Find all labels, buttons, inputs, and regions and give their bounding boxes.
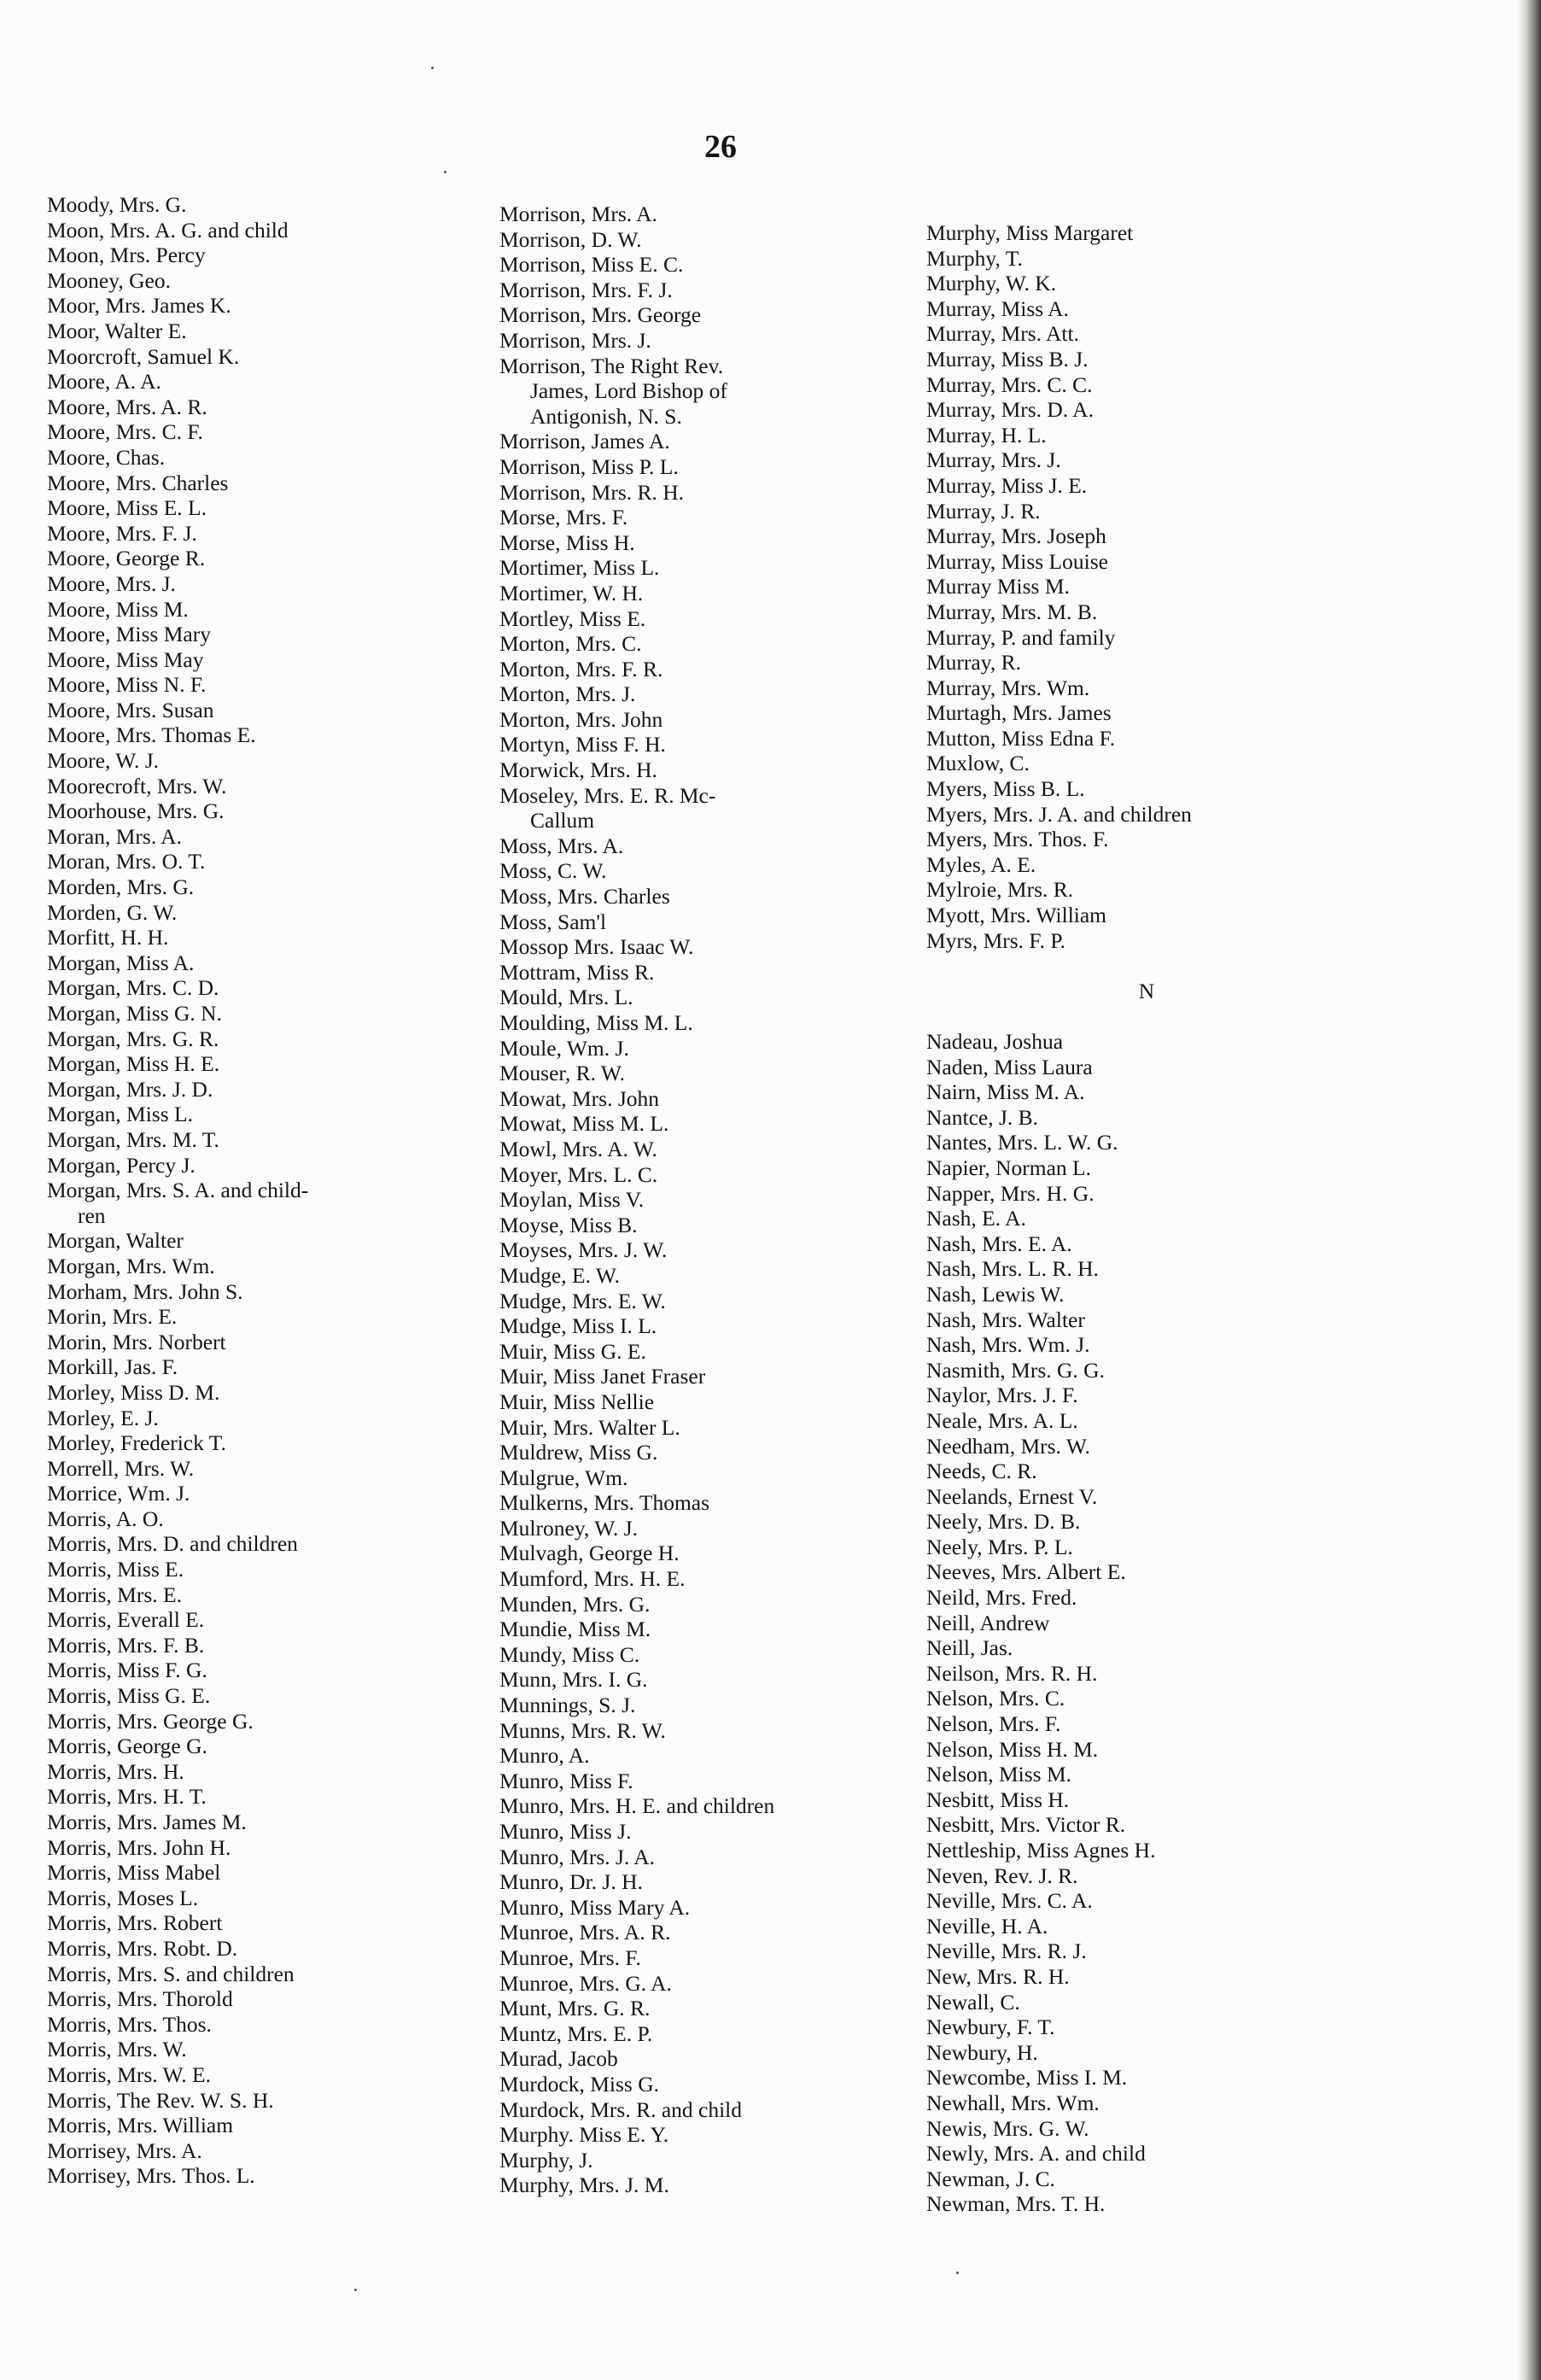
directory-entry: Mutton, Miss Edna F. xyxy=(926,725,1116,751)
directory-entry: Neely, Mrs. P. L. xyxy=(926,1534,1073,1559)
directory-entry: Neill, Jas. xyxy=(926,1635,1013,1661)
directory-entry: Neely, Mrs. D. B. xyxy=(926,1509,1081,1535)
directory-entry: Moorecroft, Mrs. W. xyxy=(47,773,227,798)
directory-entry: Neilson, Mrs. R. H. xyxy=(926,1660,1098,1686)
directory-entry: Naden, Miss Laura xyxy=(926,1054,1093,1079)
directory-entry: Newis, Mrs. G. W. xyxy=(926,2115,1089,2141)
directory-entry: Morley, E. J. xyxy=(47,1405,159,1430)
directory-entry: Munroe, Mrs. F. xyxy=(499,1944,641,1970)
directory-entry: Mowl, Mrs. A. W. xyxy=(499,1136,657,1161)
directory-entry: Morrison, D. W. xyxy=(499,226,642,252)
directory-entry: Murray, Miss J. E. xyxy=(926,472,1088,498)
directory-entry: Moore, Mrs. J. xyxy=(47,570,176,596)
section-letter-heading: N xyxy=(1138,978,1155,1003)
directory-entry: Morrison, The Right Rev. xyxy=(499,353,724,378)
directory-entry: Morgan, Miss L. xyxy=(47,1102,193,1127)
directory-entry: Morris, Miss E. xyxy=(47,1557,184,1582)
directory-entry: Neale, Mrs. A. L. xyxy=(926,1407,1078,1433)
directory-entry: Moran, Mrs. O. T. xyxy=(47,849,206,874)
directory-entry: Morris, Mrs. E. xyxy=(47,1582,182,1607)
directory-entry: Morrison, Mrs. R. H. xyxy=(499,479,685,505)
directory-entry: Munn, Mrs. I. G. xyxy=(499,1667,648,1693)
directory-entry: Moon, Mrs. A. G. and child xyxy=(47,217,289,243)
directory-entry: Newall, C. xyxy=(926,1989,1020,2015)
directory-entry: James, Lord Bishop of xyxy=(530,378,727,404)
directory-entry: Morgan, Mrs. Wm. xyxy=(47,1253,215,1278)
directory-entry: Morris, Mrs. H. T. xyxy=(47,1784,207,1810)
directory-entry: Nasmith, Mrs. G. G. xyxy=(926,1357,1105,1383)
directory-entry: Nesbitt, Miss H. xyxy=(926,1786,1070,1812)
directory-entry: Morse, Mrs. F. xyxy=(499,505,628,530)
directory-entry: Morris, Mrs. W. xyxy=(47,2037,187,2062)
directory-entry: Murray, Mrs. C. C. xyxy=(926,371,1093,397)
directory-entry: Moor, Mrs. James K. xyxy=(47,293,231,319)
directory-entry: Morley, Frederick T. xyxy=(47,1430,226,1456)
directory-entry: Morton, Mrs. C. xyxy=(499,631,642,657)
directory-entry: Myott, Mrs. William xyxy=(926,903,1107,928)
directory-entry: Morris, The Rev. W. S. H. xyxy=(47,2087,274,2113)
directory-entry: Morris, Mrs. Thos. xyxy=(47,2011,212,2037)
directory-entry: Newman, J. C. xyxy=(926,2166,1055,2191)
directory-entry: Munroe, Mrs. A. R. xyxy=(499,1920,671,1945)
directory-entry xyxy=(926,1003,1192,1029)
directory-entry: Neeves, Mrs. Albert E. xyxy=(926,1559,1126,1585)
directory-entry: Moule, Wm. J. xyxy=(499,1035,629,1061)
directory-entry: Nesbitt, Mrs. Victor R. xyxy=(926,1812,1126,1838)
directory-entry: Napper, Mrs. H. G. xyxy=(926,1180,1094,1206)
directory-entry: Morgan, Mrs. S. A. and child- xyxy=(47,1178,309,1203)
directory-entry: Morgan, Miss H. E. xyxy=(47,1051,220,1077)
directory-entry: Myrs, Mrs. F. P. xyxy=(926,927,1066,953)
directory-entry: Mortimer, Miss L. xyxy=(499,555,660,581)
directory-entry: Newcombe, Miss I. M. xyxy=(926,2065,1128,2091)
directory-entry: Murray, Miss Louise xyxy=(926,548,1108,574)
directory-entry: Neville, H. A. xyxy=(926,1913,1048,1939)
directory-entry: Moss, Sam'l xyxy=(499,909,607,934)
directory-entry: Morris, Mrs. George G. xyxy=(47,1708,254,1734)
directory-entry: Morris, A. O. xyxy=(47,1506,164,1531)
directory-entry: Morden, Mrs. G. xyxy=(47,874,195,900)
scan-speck xyxy=(444,171,447,173)
directory-entry: Morris, Miss Mabel xyxy=(47,1860,221,1886)
directory-entry: Murphy, J. xyxy=(499,2147,593,2172)
directory-entry: Moore, Chas. xyxy=(47,444,166,470)
directory-entry: Moyse, Miss B. xyxy=(499,1212,638,1237)
directory-entry: Muxlow, C. xyxy=(926,751,1030,776)
directory-entry: Moon, Mrs. Percy xyxy=(47,243,206,268)
directory-entry: Moore, W. J. xyxy=(47,748,160,774)
directory-entry: Moore, Miss E. L. xyxy=(47,495,207,521)
directory-entry: Munro, Miss Mary A. xyxy=(499,1894,691,1920)
directory-entry: Moylan, Miss V. xyxy=(499,1187,645,1213)
directory-entry: Morley, Miss D. M. xyxy=(47,1379,220,1405)
directory-entry: Moore, Mrs. C. F. xyxy=(47,419,203,445)
directory-entry: Morris, Miss G. E. xyxy=(47,1683,211,1709)
directory-entry: Murphy, T. xyxy=(926,245,1023,271)
scan-speck xyxy=(431,67,434,69)
directory-entry: Newhall, Mrs. Wm. xyxy=(926,2090,1100,2115)
directory-entry: Nettleship, Miss Agnes H. xyxy=(926,1838,1156,1862)
directory-entry: Murray, Mrs. M. B. xyxy=(926,599,1098,624)
directory-entry: Mundy, Miss C. xyxy=(499,1641,640,1667)
directory-entry: Morgan, Miss A. xyxy=(47,950,195,975)
directory-entry: Moseley, Mrs. E. R. Mc- xyxy=(499,782,716,808)
directory-entry: Murray, Mrs. D. A. xyxy=(926,397,1094,423)
directory-entry: Morin, Mrs. E. xyxy=(47,1304,178,1330)
directory-entry: Nairn, Miss M. A. xyxy=(926,1079,1085,1105)
directory-entry: Needs, C. R. xyxy=(926,1459,1037,1484)
directory-entry: Muir, Mrs. Walter L. xyxy=(499,1414,680,1440)
directory-entry: Nash, Mrs. E. A. xyxy=(926,1231,1072,1256)
directory-entry: Myers, Mrs. J. A. and children xyxy=(926,801,1192,827)
directory-entry: Morse, Miss H. xyxy=(499,529,635,555)
directory-entry: Myers, Miss B. L. xyxy=(926,776,1085,802)
directory-entry: Muir, Miss G. E. xyxy=(499,1338,646,1364)
directory-entry: Newly, Mrs. A. and child xyxy=(926,2141,1146,2167)
page-number: 26 xyxy=(704,129,737,165)
directory-entry: Morgan, Mrs. M. T. xyxy=(47,1126,219,1152)
directory-entry: Needham, Mrs. W. xyxy=(926,1433,1090,1459)
directory-entry: Morris, Mrs. S. and children xyxy=(47,1961,295,1986)
directory-entry: Morrisey, Mrs. A. xyxy=(47,2137,202,2163)
directory-entry: Morrison, Mrs. George xyxy=(499,302,702,328)
directory-entry: Morton, Mrs. J. xyxy=(499,681,636,707)
directory-entry: Murphy, Miss Margaret xyxy=(926,220,1134,245)
directory-entry: Nelson, Miss M. xyxy=(926,1762,1072,1787)
directory-entry: Myles, A. E. xyxy=(926,851,1036,877)
directory-entry: Moss, C. W. xyxy=(499,858,607,884)
directory-entry: Morham, Mrs. John S. xyxy=(47,1278,243,1304)
directory-entry: Murtagh, Mrs. James xyxy=(926,700,1112,726)
directory-entry: Moore, Miss Mary xyxy=(47,622,211,647)
directory-entry: Moor, Walter E. xyxy=(47,318,187,343)
directory-entry: Munro, Mrs. J. A. xyxy=(499,1844,656,1869)
directory-entry: Morgan, Mrs. C. D. xyxy=(47,975,219,1001)
directory-entry: Morris, Mrs. D. and children xyxy=(47,1531,298,1557)
directory-entry: Newman, Mrs. T. H. xyxy=(926,2191,1106,2217)
directory-entry: Moran, Mrs. A. xyxy=(47,823,182,849)
directory-entry: Munns, Mrs. R. W. xyxy=(499,1717,666,1743)
directory-entry: Murray, Miss B. J. xyxy=(926,346,1089,371)
directory-entry: Moore, Mrs. Susan xyxy=(47,697,214,722)
directory-entry: Neelands, Ernest V. xyxy=(926,1483,1098,1509)
directory-entry: Moss, Mrs. Charles xyxy=(499,884,670,909)
directory-entry: Munt, Mrs. G. R. xyxy=(499,1996,651,2021)
directory-entry: Morrisey, Mrs. Thos. L. xyxy=(47,2163,255,2189)
directory-entry: Moore, Miss May xyxy=(47,646,204,672)
directory-entry: Morfitt, H. H. xyxy=(47,925,169,950)
directory-entry: Morris, Miss F. G. xyxy=(47,1658,207,1683)
directory-entry: Neill, Andrew xyxy=(926,1610,1050,1635)
directory-entry: Munroe, Mrs. G. A. xyxy=(499,1970,672,1996)
directory-entry: Nash, E. A. xyxy=(926,1206,1026,1231)
directory-entry: Mossop Mrs. Isaac W. xyxy=(499,934,694,960)
directory-entry: Morgan, Walter xyxy=(47,1228,184,1254)
directory-entry: Nash, Mrs. L. R. H. xyxy=(926,1256,1099,1282)
directory-entry: Morris, Mrs. W. E. xyxy=(47,2061,211,2087)
directory-entry: Neville, Mrs. C. A. xyxy=(926,1888,1093,1914)
directory-entry: Mortimer, W. H. xyxy=(499,580,644,605)
directory-entry: Moyer, Mrs. L. C. xyxy=(499,1161,658,1187)
directory-entry xyxy=(926,953,1192,979)
directory-entry: Morrison, James A. xyxy=(499,429,670,454)
directory-entry: New, Mrs. R. H. xyxy=(926,1963,1070,1989)
directory-entry: Morris, Mrs. Robert xyxy=(47,1910,223,1936)
directory-entry: Moorhouse, Mrs. G. xyxy=(47,798,225,824)
directory-entry: Mulgrue, Wm. xyxy=(499,1465,628,1490)
directory-entry: Morrison, Mrs. A. xyxy=(499,202,657,226)
directory-entry: Munro, Miss F. xyxy=(499,1768,633,1793)
directory-entry: Murray, J. R. xyxy=(926,498,1041,523)
directory-entry: Mouser, R. W. xyxy=(499,1061,626,1086)
directory-entry: Munnings, S. J. xyxy=(499,1693,636,1718)
directory-entry: Mundie, Miss M. xyxy=(499,1617,651,1642)
directory-entry: Murray, P. and family xyxy=(926,624,1116,650)
directory-entry: Mottram, Miss R. xyxy=(499,959,655,985)
directory-entry: Mudge, E. W. xyxy=(499,1262,620,1288)
directory-entry: Morrison, Miss P. L. xyxy=(499,453,679,479)
scan-speck xyxy=(354,2289,357,2291)
scan-speck xyxy=(956,2272,959,2274)
directory-entry: Muldrew, Miss G. xyxy=(499,1440,658,1465)
directory-entry: Morrell, Mrs. W. xyxy=(47,1455,195,1481)
directory-entry: Muntz, Mrs. E. P. xyxy=(499,2020,653,2046)
directory-entry: Murray, Mrs. Wm. xyxy=(926,675,1090,700)
directory-entry: Antigonish, N. S. xyxy=(530,403,682,429)
directory-entry: Mylroie, Mrs. R. xyxy=(926,877,1074,903)
directory-entry: Murray, H. L. xyxy=(926,422,1047,447)
directory-entry: Moody, Mrs. G. xyxy=(47,192,187,217)
directory-entry: Morgan, Miss G. N. xyxy=(47,1001,222,1026)
directory-entry: Munro, Miss J. xyxy=(499,1819,632,1844)
directory-entry: Munro, A. xyxy=(499,1743,590,1769)
directory-entry: Mumford, Mrs. H. E. xyxy=(499,1566,686,1592)
directory-entry: Murray, Mrs. Att. xyxy=(926,321,1079,347)
directory-entry: Naylor, Mrs. J. F. xyxy=(926,1383,1078,1408)
directory-entry: Nadeau, Joshua xyxy=(926,1029,1064,1054)
directory-entry: Neven, Rev. J. R. xyxy=(926,1862,1078,1888)
directory-entry: Nelson, Miss H. M. xyxy=(926,1736,1099,1762)
directory-entry: Nantes, Mrs. L. W. G. xyxy=(926,1130,1118,1155)
directory-entry: Morin, Mrs. Norbert xyxy=(47,1329,226,1354)
directory-entry: Mould, Mrs. L. xyxy=(499,985,633,1010)
directory-entry: Morrison, Mrs. F. J. xyxy=(499,277,673,302)
directory-column-2 xyxy=(499,202,774,2198)
directory-entry: Munro, Mrs. H. E. and children xyxy=(499,1793,775,1819)
directory-entry: Morris, George G. xyxy=(47,1734,207,1759)
directory-entry: Murphy. Miss E. Y. xyxy=(499,2122,669,2148)
directory-entry: Mowat, Miss M. L. xyxy=(499,1111,669,1137)
directory-entry: Morris, Mrs. William xyxy=(47,2113,234,2138)
directory-entry: Morris, Mrs. Robt. D. xyxy=(47,1935,238,1961)
directory-entry: Myers, Mrs. Thos. F. xyxy=(926,827,1109,852)
directory-entry: Mooney, Geo. xyxy=(47,267,171,293)
directory-entry: Moore, Miss N. F. xyxy=(47,672,207,698)
directory-entry: Mortley, Miss E. xyxy=(499,605,646,631)
directory-entry: Moore, Miss M. xyxy=(47,596,189,622)
directory-entry: Neild, Mrs. Fred. xyxy=(926,1585,1077,1611)
directory-entry: Nash, Mrs. Walter xyxy=(926,1307,1085,1332)
directory-entry: Muir, Miss Nellie xyxy=(499,1389,655,1414)
directory-entry: Morris, Everall E. xyxy=(47,1607,205,1633)
directory-entry: Munro, Dr. J. H. xyxy=(499,1869,643,1895)
directory-entry: Moore, Mrs. Thomas E. xyxy=(47,722,256,748)
directory-entry: Moore, Mrs. A. R. xyxy=(47,394,207,419)
directory-entry: Murphy, W. K. xyxy=(926,271,1057,296)
directory-entry: Morris, Moses L. xyxy=(47,1885,199,1910)
directory-entry: Morkill, Jas. F. xyxy=(47,1354,178,1380)
directory-entry: Moore, George R. xyxy=(47,546,206,571)
directory-entry: Murad, Jacob xyxy=(499,2046,618,2072)
directory-entry: Muir, Miss Janet Fraser xyxy=(499,1364,706,1389)
directory-entry: Murray, Mrs. J. xyxy=(926,447,1061,473)
directory-entry: Morris, Mrs. John H. xyxy=(47,1834,231,1860)
directory-entry: Callum xyxy=(530,808,595,833)
directory-entry: Murray, Mrs. Joseph xyxy=(926,523,1106,549)
directory-entry: Morton, Mrs. F. R. xyxy=(499,656,663,681)
directory-entry: Newbury, H. xyxy=(926,2039,1038,2065)
directory-entry: Moorcroft, Samuel K. xyxy=(47,343,240,369)
directory-entry: Mulkerns, Mrs. Thomas xyxy=(499,1490,710,1516)
directory-column-1 xyxy=(47,192,308,2189)
directory-entry: Mulroney, W. J. xyxy=(499,1515,638,1541)
directory-entry: Morrice, Wm. J. xyxy=(47,1481,190,1506)
directory-entry: Morgan, Mrs. J. D. xyxy=(47,1076,213,1102)
directory-entry: Murray, R. xyxy=(926,650,1021,675)
directory-entry: Newbury, F. T. xyxy=(926,2015,1055,2040)
directory-entry: Nelson, Mrs. F. xyxy=(926,1711,1061,1737)
directory-entry: Murray, Miss A. xyxy=(926,295,1069,321)
directory-entry: Moss, Mrs. A. xyxy=(499,833,624,858)
directory-entry: Mowat, Mrs. John xyxy=(499,1085,660,1111)
directory-entry: Morrison, Mrs. J. xyxy=(499,327,651,353)
directory-entry: Mulvagh, George H. xyxy=(499,1541,680,1566)
directory-column-3 xyxy=(926,220,1192,2217)
directory-entry: Morden, G. W. xyxy=(47,899,178,925)
directory-entry: Neville, Mrs. R. J. xyxy=(926,1939,1087,1964)
directory-entry: Moore, Mrs. Charles xyxy=(47,470,229,495)
directory-entry: Nantce, J. B. xyxy=(926,1104,1039,1130)
directory-entry: Morris, Mrs. Thorold xyxy=(47,1986,233,2012)
directory-entry: Morris, Mrs. James M. xyxy=(47,1810,247,1834)
directory-entry: Morris, Mrs. H. xyxy=(47,1758,184,1784)
directory-entry: Napier, Norman L. xyxy=(926,1155,1091,1180)
directory-entry: Mudge, Mrs. E. W. xyxy=(499,1288,666,1313)
directory-entry: Morwick, Mrs. H. xyxy=(499,757,657,783)
directory-entry: Murdock, Mrs. R. and child xyxy=(499,2096,743,2122)
scan-edge-shadow xyxy=(1517,0,1541,2380)
directory-entry: Murdock, Miss G. xyxy=(499,2071,660,2096)
directory-entry: Mudge, Miss I. L. xyxy=(499,1313,657,1339)
directory-entry: Munden, Mrs. G. xyxy=(499,1591,651,1617)
directory-entry: Nelson, Mrs. C. xyxy=(926,1686,1065,1711)
directory-entry: Mortyn, Miss F. H. xyxy=(499,732,666,757)
directory-entry: Murray Miss M. xyxy=(926,574,1070,599)
directory-entry: Moore, A. A. xyxy=(47,369,161,395)
directory-entry: Moyses, Mrs. J. W. xyxy=(499,1237,668,1263)
directory-entry: Morris, Mrs. F. B. xyxy=(47,1632,205,1658)
directory-entry: Murphy, Mrs. J. M. xyxy=(499,2172,669,2198)
directory-entry: Nash, Lewis W. xyxy=(926,1281,1065,1307)
directory-entry: Moulding, Miss M. L. xyxy=(499,1010,693,1035)
directory-entry: Morrison, Miss E. C. xyxy=(499,252,684,278)
directory-entry: Morton, Mrs. John xyxy=(499,706,663,732)
directory-entry: ren xyxy=(78,1202,106,1228)
directory-entry: Morgan, Percy J. xyxy=(47,1152,196,1178)
directory-entry: Nash, Mrs. Wm. J. xyxy=(926,1332,1090,1358)
directory-entry: Moore, Mrs. F. J. xyxy=(47,520,197,546)
directory-entry: Morgan, Mrs. G. R. xyxy=(47,1026,219,1051)
